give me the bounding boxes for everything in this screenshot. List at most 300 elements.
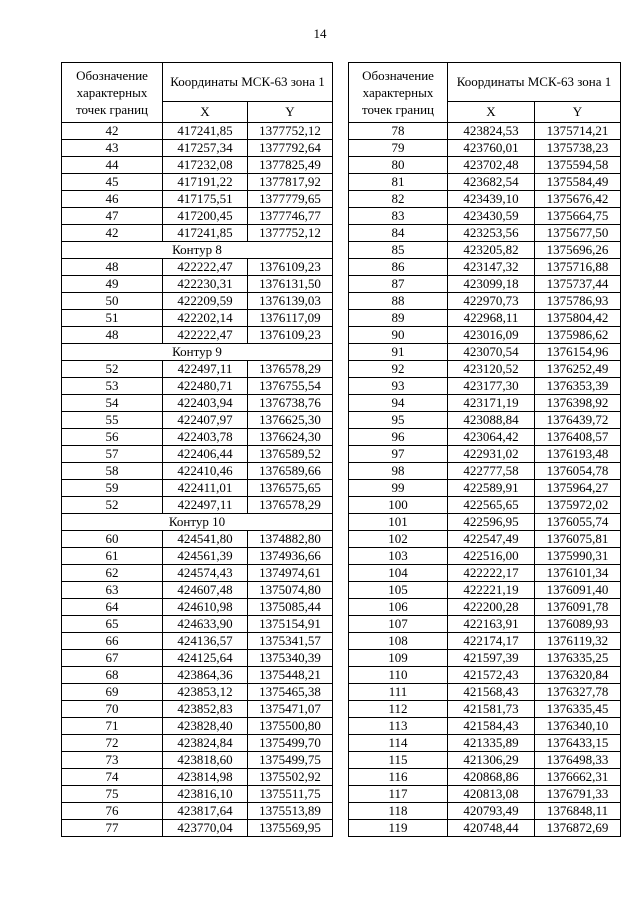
table-row <box>62 786 333 803</box>
table-row <box>62 429 333 446</box>
y-coordinate: 1376575,65 <box>248 480 333 497</box>
x-coordinate: 423824,53 <box>448 123 535 140</box>
y-coordinate: 1376433,15 <box>535 735 621 752</box>
x-coordinate: 422931,02 <box>448 446 535 463</box>
x-coordinate: 422480,71 <box>163 378 248 395</box>
point-number: 84 <box>349 225 448 242</box>
x-coordinate: 422596,95 <box>448 514 535 531</box>
y-coordinate: 1375716,88 <box>535 259 621 276</box>
x-coordinate: 422411,01 <box>163 480 248 497</box>
y-coordinate: 1376101,34 <box>535 565 621 582</box>
y-coordinate: 1376625,30 <box>248 412 333 429</box>
y-coordinate: 1375584,49 <box>535 174 621 191</box>
x-coordinate: 424610,98 <box>163 599 248 616</box>
point-number: 97 <box>349 446 448 463</box>
contour-label: Контур 10 <box>62 514 333 531</box>
table-row <box>349 242 621 259</box>
y-coordinate: 1375569,95 <box>248 820 333 837</box>
x-coordinate: 422200,28 <box>448 599 535 616</box>
x-coordinate: 423864,36 <box>163 667 248 684</box>
table-row <box>62 599 333 616</box>
y-coordinate: 1376340,10 <box>535 718 621 735</box>
point-number: 103 <box>349 548 448 565</box>
table-row <box>62 650 333 667</box>
point-number: 113 <box>349 718 448 735</box>
table-row <box>349 259 621 276</box>
table-row <box>349 650 621 667</box>
y-coordinate: 1377779,65 <box>248 191 333 208</box>
table-row <box>62 803 333 820</box>
coordinates-table-right <box>348 62 621 837</box>
header-x: X <box>163 102 248 123</box>
y-coordinate: 1374882,80 <box>248 531 333 548</box>
table-row <box>62 225 333 242</box>
table-row <box>349 327 621 344</box>
y-coordinate: 1375714,21 <box>535 123 621 140</box>
table-row <box>349 157 621 174</box>
x-coordinate: 423760,01 <box>448 140 535 157</box>
y-coordinate: 1376252,49 <box>535 361 621 378</box>
point-number: 79 <box>349 140 448 157</box>
point-number: 101 <box>349 514 448 531</box>
x-coordinate: 421568,43 <box>448 684 535 701</box>
table-row <box>349 548 621 565</box>
x-coordinate: 421306,29 <box>448 752 535 769</box>
y-coordinate: 1376320,84 <box>535 667 621 684</box>
point-number: 75 <box>62 786 163 803</box>
table-body-left <box>62 123 333 837</box>
point-number: 61 <box>62 548 163 565</box>
x-coordinate: 417232,08 <box>163 157 248 174</box>
y-coordinate: 1376589,52 <box>248 446 333 463</box>
point-number: 42 <box>62 225 163 242</box>
x-coordinate: 423099,18 <box>448 276 535 293</box>
y-coordinate: 1375964,27 <box>535 480 621 497</box>
point-number: 73 <box>62 752 163 769</box>
x-coordinate: 422222,17 <box>448 565 535 582</box>
x-coordinate: 422497,11 <box>163 361 248 378</box>
table-row <box>62 446 333 463</box>
table-row <box>62 497 333 514</box>
y-coordinate: 1375696,26 <box>535 242 621 259</box>
table-row <box>62 157 333 174</box>
table-row <box>62 463 333 480</box>
x-coordinate: 422406,44 <box>163 446 248 463</box>
table-row <box>62 701 333 718</box>
x-coordinate: 422547,49 <box>448 531 535 548</box>
y-coordinate: 1376353,39 <box>535 378 621 395</box>
y-coordinate: 1377752,12 <box>248 123 333 140</box>
point-number: 77 <box>62 820 163 837</box>
point-number: 74 <box>62 769 163 786</box>
y-coordinate: 1375465,38 <box>248 684 333 701</box>
x-coordinate: 420868,86 <box>448 769 535 786</box>
point-number: 80 <box>349 157 448 174</box>
point-number: 78 <box>349 123 448 140</box>
table-row <box>62 667 333 684</box>
y-coordinate: 1375074,80 <box>248 582 333 599</box>
point-number: 110 <box>349 667 448 684</box>
point-number: 92 <box>349 361 448 378</box>
point-number: 100 <box>349 497 448 514</box>
y-coordinate: 1375972,02 <box>535 497 621 514</box>
header-x: X <box>448 102 535 123</box>
y-coordinate: 1375990,31 <box>535 548 621 565</box>
table-row <box>349 582 621 599</box>
x-coordinate: 423816,10 <box>163 786 248 803</box>
point-number: 104 <box>349 565 448 582</box>
x-coordinate: 422403,78 <box>163 429 248 446</box>
x-coordinate: 423682,54 <box>448 174 535 191</box>
y-coordinate: 1376662,31 <box>535 769 621 786</box>
table-row <box>349 395 621 412</box>
x-coordinate: 424633,90 <box>163 616 248 633</box>
y-coordinate: 1376131,50 <box>248 276 333 293</box>
x-coordinate: 424561,39 <box>163 548 248 565</box>
y-coordinate: 1376335,25 <box>535 650 621 667</box>
x-coordinate: 423702,48 <box>448 157 535 174</box>
y-coordinate: 1376109,23 <box>248 259 333 276</box>
table-row <box>62 548 333 565</box>
point-number: 76 <box>62 803 163 820</box>
point-number: 65 <box>62 616 163 633</box>
y-coordinate: 1375804,42 <box>535 310 621 327</box>
point-number: 44 <box>62 157 163 174</box>
x-coordinate: 423828,40 <box>163 718 248 735</box>
table-row <box>62 735 333 752</box>
y-coordinate: 1375676,42 <box>535 191 621 208</box>
x-coordinate: 417175,51 <box>163 191 248 208</box>
x-coordinate: 423818,60 <box>163 752 248 769</box>
y-coordinate: 1375511,75 <box>248 786 333 803</box>
table-row <box>349 412 621 429</box>
point-number: 116 <box>349 769 448 786</box>
table-row <box>62 208 333 225</box>
point-number: 53 <box>62 378 163 395</box>
y-coordinate: 1375737,44 <box>535 276 621 293</box>
table-row <box>349 378 621 395</box>
y-coordinate: 1376154,96 <box>535 344 621 361</box>
point-number: 51 <box>62 310 163 327</box>
x-coordinate: 422970,73 <box>448 293 535 310</box>
y-coordinate: 1375500,80 <box>248 718 333 735</box>
point-number: 102 <box>349 531 448 548</box>
y-coordinate: 1374936,66 <box>248 548 333 565</box>
header-coordinates: Координаты МСК-63 зона 1 <box>448 63 621 102</box>
x-coordinate: 424574,43 <box>163 565 248 582</box>
table-row <box>349 446 621 463</box>
x-coordinate: 422410,46 <box>163 463 248 480</box>
table-row <box>349 123 621 140</box>
y-coordinate: 1375664,75 <box>535 208 621 225</box>
point-number: 52 <box>62 361 163 378</box>
y-coordinate: 1375594,58 <box>535 157 621 174</box>
y-coordinate: 1376624,30 <box>248 429 333 446</box>
x-coordinate: 423814,98 <box>163 769 248 786</box>
y-coordinate: 1375786,93 <box>535 293 621 310</box>
point-number: 108 <box>349 633 448 650</box>
header-y: Y <box>535 102 621 123</box>
y-coordinate: 1376848,11 <box>535 803 621 820</box>
table-row <box>349 429 621 446</box>
table-row <box>62 684 333 701</box>
x-coordinate: 423120,52 <box>448 361 535 378</box>
y-coordinate: 1376408,57 <box>535 429 621 446</box>
point-number: 88 <box>349 293 448 310</box>
y-coordinate: 1374974,61 <box>248 565 333 582</box>
table-row <box>349 531 621 548</box>
point-number: 68 <box>62 667 163 684</box>
x-coordinate: 423817,64 <box>163 803 248 820</box>
table-row <box>62 378 333 395</box>
point-number: 66 <box>62 633 163 650</box>
point-number: 81 <box>349 174 448 191</box>
table-row <box>349 718 621 735</box>
table-row <box>62 480 333 497</box>
contour-row <box>62 514 333 531</box>
y-coordinate: 1376589,66 <box>248 463 333 480</box>
point-number: 45 <box>62 174 163 191</box>
x-coordinate: 422497,11 <box>163 497 248 514</box>
y-coordinate: 1376089,93 <box>535 616 621 633</box>
table-row <box>349 514 621 531</box>
point-number: 47 <box>62 208 163 225</box>
y-coordinate: 1375499,75 <box>248 752 333 769</box>
y-coordinate: 1376872,69 <box>535 820 621 837</box>
point-number: 111 <box>349 684 448 701</box>
point-number: 93 <box>349 378 448 395</box>
point-number: 118 <box>349 803 448 820</box>
point-number: 112 <box>349 701 448 718</box>
point-number: 46 <box>62 191 163 208</box>
x-coordinate: 424541,80 <box>163 531 248 548</box>
x-coordinate: 422202,14 <box>163 310 248 327</box>
y-coordinate: 1377752,12 <box>248 225 333 242</box>
y-coordinate: 1377792,64 <box>248 140 333 157</box>
point-number: 96 <box>349 429 448 446</box>
table-row <box>349 293 621 310</box>
header-coordinates: Координаты МСК-63 зона 1 <box>163 63 333 102</box>
point-number: 72 <box>62 735 163 752</box>
x-coordinate: 417241,85 <box>163 123 248 140</box>
y-coordinate: 1375677,50 <box>535 225 621 242</box>
y-coordinate: 1376091,78 <box>535 599 621 616</box>
table-row <box>62 140 333 157</box>
y-coordinate: 1376091,40 <box>535 582 621 599</box>
table-row <box>349 310 621 327</box>
x-coordinate: 422565,65 <box>448 497 535 514</box>
table-row <box>62 123 333 140</box>
y-coordinate: 1376755,54 <box>248 378 333 395</box>
point-number: 89 <box>349 310 448 327</box>
point-number: 63 <box>62 582 163 599</box>
point-number: 69 <box>62 684 163 701</box>
y-coordinate: 1375513,89 <box>248 803 333 820</box>
table-row <box>349 701 621 718</box>
point-number: 83 <box>349 208 448 225</box>
y-coordinate: 1376439,72 <box>535 412 621 429</box>
y-coordinate: 1377817,92 <box>248 174 333 191</box>
x-coordinate: 423852,83 <box>163 701 248 718</box>
point-number: 54 <box>62 395 163 412</box>
x-coordinate: 420748,44 <box>448 820 535 837</box>
point-number: 82 <box>349 191 448 208</box>
table-row <box>349 752 621 769</box>
table-row <box>62 752 333 769</box>
x-coordinate: 423205,82 <box>448 242 535 259</box>
x-coordinate: 417241,85 <box>163 225 248 242</box>
point-number: 117 <box>349 786 448 803</box>
y-coordinate: 1376193,48 <box>535 446 621 463</box>
point-number: 59 <box>62 480 163 497</box>
x-coordinate: 423853,12 <box>163 684 248 701</box>
point-number: 98 <box>349 463 448 480</box>
table-row <box>349 735 621 752</box>
table-row <box>62 412 333 429</box>
table-row <box>62 174 333 191</box>
point-number: 115 <box>349 752 448 769</box>
contour-row <box>62 344 333 361</box>
y-coordinate: 1375154,91 <box>248 616 333 633</box>
x-coordinate: 422516,00 <box>448 548 535 565</box>
point-number: 90 <box>349 327 448 344</box>
point-number: 99 <box>349 480 448 497</box>
header-designation: Обозначение характерных точек границ <box>349 63 448 123</box>
x-coordinate: 423016,09 <box>448 327 535 344</box>
y-coordinate: 1375738,23 <box>535 140 621 157</box>
x-coordinate: 417200,45 <box>163 208 248 225</box>
table-row <box>62 276 333 293</box>
point-number: 87 <box>349 276 448 293</box>
point-number: 49 <box>62 276 163 293</box>
table-row <box>349 174 621 191</box>
point-number: 52 <box>62 497 163 514</box>
x-coordinate: 422222,47 <box>163 327 248 344</box>
x-coordinate: 424125,64 <box>163 650 248 667</box>
x-coordinate: 423070,54 <box>448 344 535 361</box>
y-coordinate: 1376054,78 <box>535 463 621 480</box>
y-coordinate: 1376578,29 <box>248 497 333 514</box>
y-coordinate: 1376327,78 <box>535 684 621 701</box>
x-coordinate: 423147,32 <box>448 259 535 276</box>
table-row <box>349 140 621 157</box>
y-coordinate: 1375085,44 <box>248 599 333 616</box>
table-row <box>62 582 333 599</box>
point-number: 64 <box>62 599 163 616</box>
y-coordinate: 1375341,57 <box>248 633 333 650</box>
table-row <box>62 293 333 310</box>
table-row <box>62 769 333 786</box>
y-coordinate: 1377825,49 <box>248 157 333 174</box>
table-row <box>349 480 621 497</box>
x-coordinate: 422222,47 <box>163 259 248 276</box>
x-coordinate: 423430,59 <box>448 208 535 225</box>
table-row <box>62 565 333 582</box>
y-coordinate: 1376578,29 <box>248 361 333 378</box>
x-coordinate: 421335,89 <box>448 735 535 752</box>
x-coordinate: 423177,30 <box>448 378 535 395</box>
table-row <box>349 344 621 361</box>
point-number: 48 <box>62 259 163 276</box>
x-coordinate: 421584,43 <box>448 718 535 735</box>
table-row <box>349 616 621 633</box>
table-row <box>349 463 621 480</box>
table-row <box>349 820 621 837</box>
x-coordinate: 423171,19 <box>448 395 535 412</box>
y-coordinate: 1376335,45 <box>535 701 621 718</box>
table-body-right <box>349 123 621 837</box>
point-number: 62 <box>62 565 163 582</box>
x-coordinate: 417191,22 <box>163 174 248 191</box>
y-coordinate: 1375448,21 <box>248 667 333 684</box>
contour-row <box>62 242 333 259</box>
x-coordinate: 422589,91 <box>448 480 535 497</box>
x-coordinate: 422163,91 <box>448 616 535 633</box>
point-number: 60 <box>62 531 163 548</box>
point-number: 107 <box>349 616 448 633</box>
x-coordinate: 422407,97 <box>163 412 248 429</box>
x-coordinate: 422221,19 <box>448 582 535 599</box>
table-row <box>349 803 621 820</box>
y-coordinate: 1375499,70 <box>248 735 333 752</box>
y-coordinate: 1375502,92 <box>248 769 333 786</box>
y-coordinate: 1377746,77 <box>248 208 333 225</box>
x-coordinate: 422209,59 <box>163 293 248 310</box>
y-coordinate: 1376791,33 <box>535 786 621 803</box>
header-designation: Обозначение характерных точек границ <box>62 63 163 123</box>
table-row <box>62 820 333 837</box>
y-coordinate: 1376398,92 <box>535 395 621 412</box>
table-row <box>62 531 333 548</box>
y-coordinate: 1376109,23 <box>248 327 333 344</box>
table-row <box>349 769 621 786</box>
contour-label: Контур 9 <box>62 344 333 361</box>
contour-label: Контур 8 <box>62 242 333 259</box>
table-row <box>349 667 621 684</box>
point-number: 50 <box>62 293 163 310</box>
x-coordinate: 421581,73 <box>448 701 535 718</box>
point-number: 55 <box>62 412 163 429</box>
point-number: 48 <box>62 327 163 344</box>
table-row <box>62 718 333 735</box>
y-coordinate: 1375340,39 <box>248 650 333 667</box>
point-number: 57 <box>62 446 163 463</box>
point-number: 67 <box>62 650 163 667</box>
table-row <box>349 191 621 208</box>
point-number: 95 <box>349 412 448 429</box>
table-row <box>62 361 333 378</box>
x-coordinate: 421572,43 <box>448 667 535 684</box>
x-coordinate: 423064,42 <box>448 429 535 446</box>
x-coordinate: 423770,04 <box>163 820 248 837</box>
table-row <box>62 259 333 276</box>
point-number: 114 <box>349 735 448 752</box>
y-coordinate: 1375986,62 <box>535 327 621 344</box>
point-number: 71 <box>62 718 163 735</box>
y-coordinate: 1376075,81 <box>535 531 621 548</box>
y-coordinate: 1376738,76 <box>248 395 333 412</box>
point-number: 109 <box>349 650 448 667</box>
point-number: 86 <box>349 259 448 276</box>
x-coordinate: 422777,58 <box>448 463 535 480</box>
table-row <box>62 616 333 633</box>
table-row <box>349 225 621 242</box>
table-row <box>349 208 621 225</box>
header-y: Y <box>248 102 333 123</box>
x-coordinate: 422403,94 <box>163 395 248 412</box>
x-coordinate: 423439,10 <box>448 191 535 208</box>
x-coordinate: 420793,49 <box>448 803 535 820</box>
